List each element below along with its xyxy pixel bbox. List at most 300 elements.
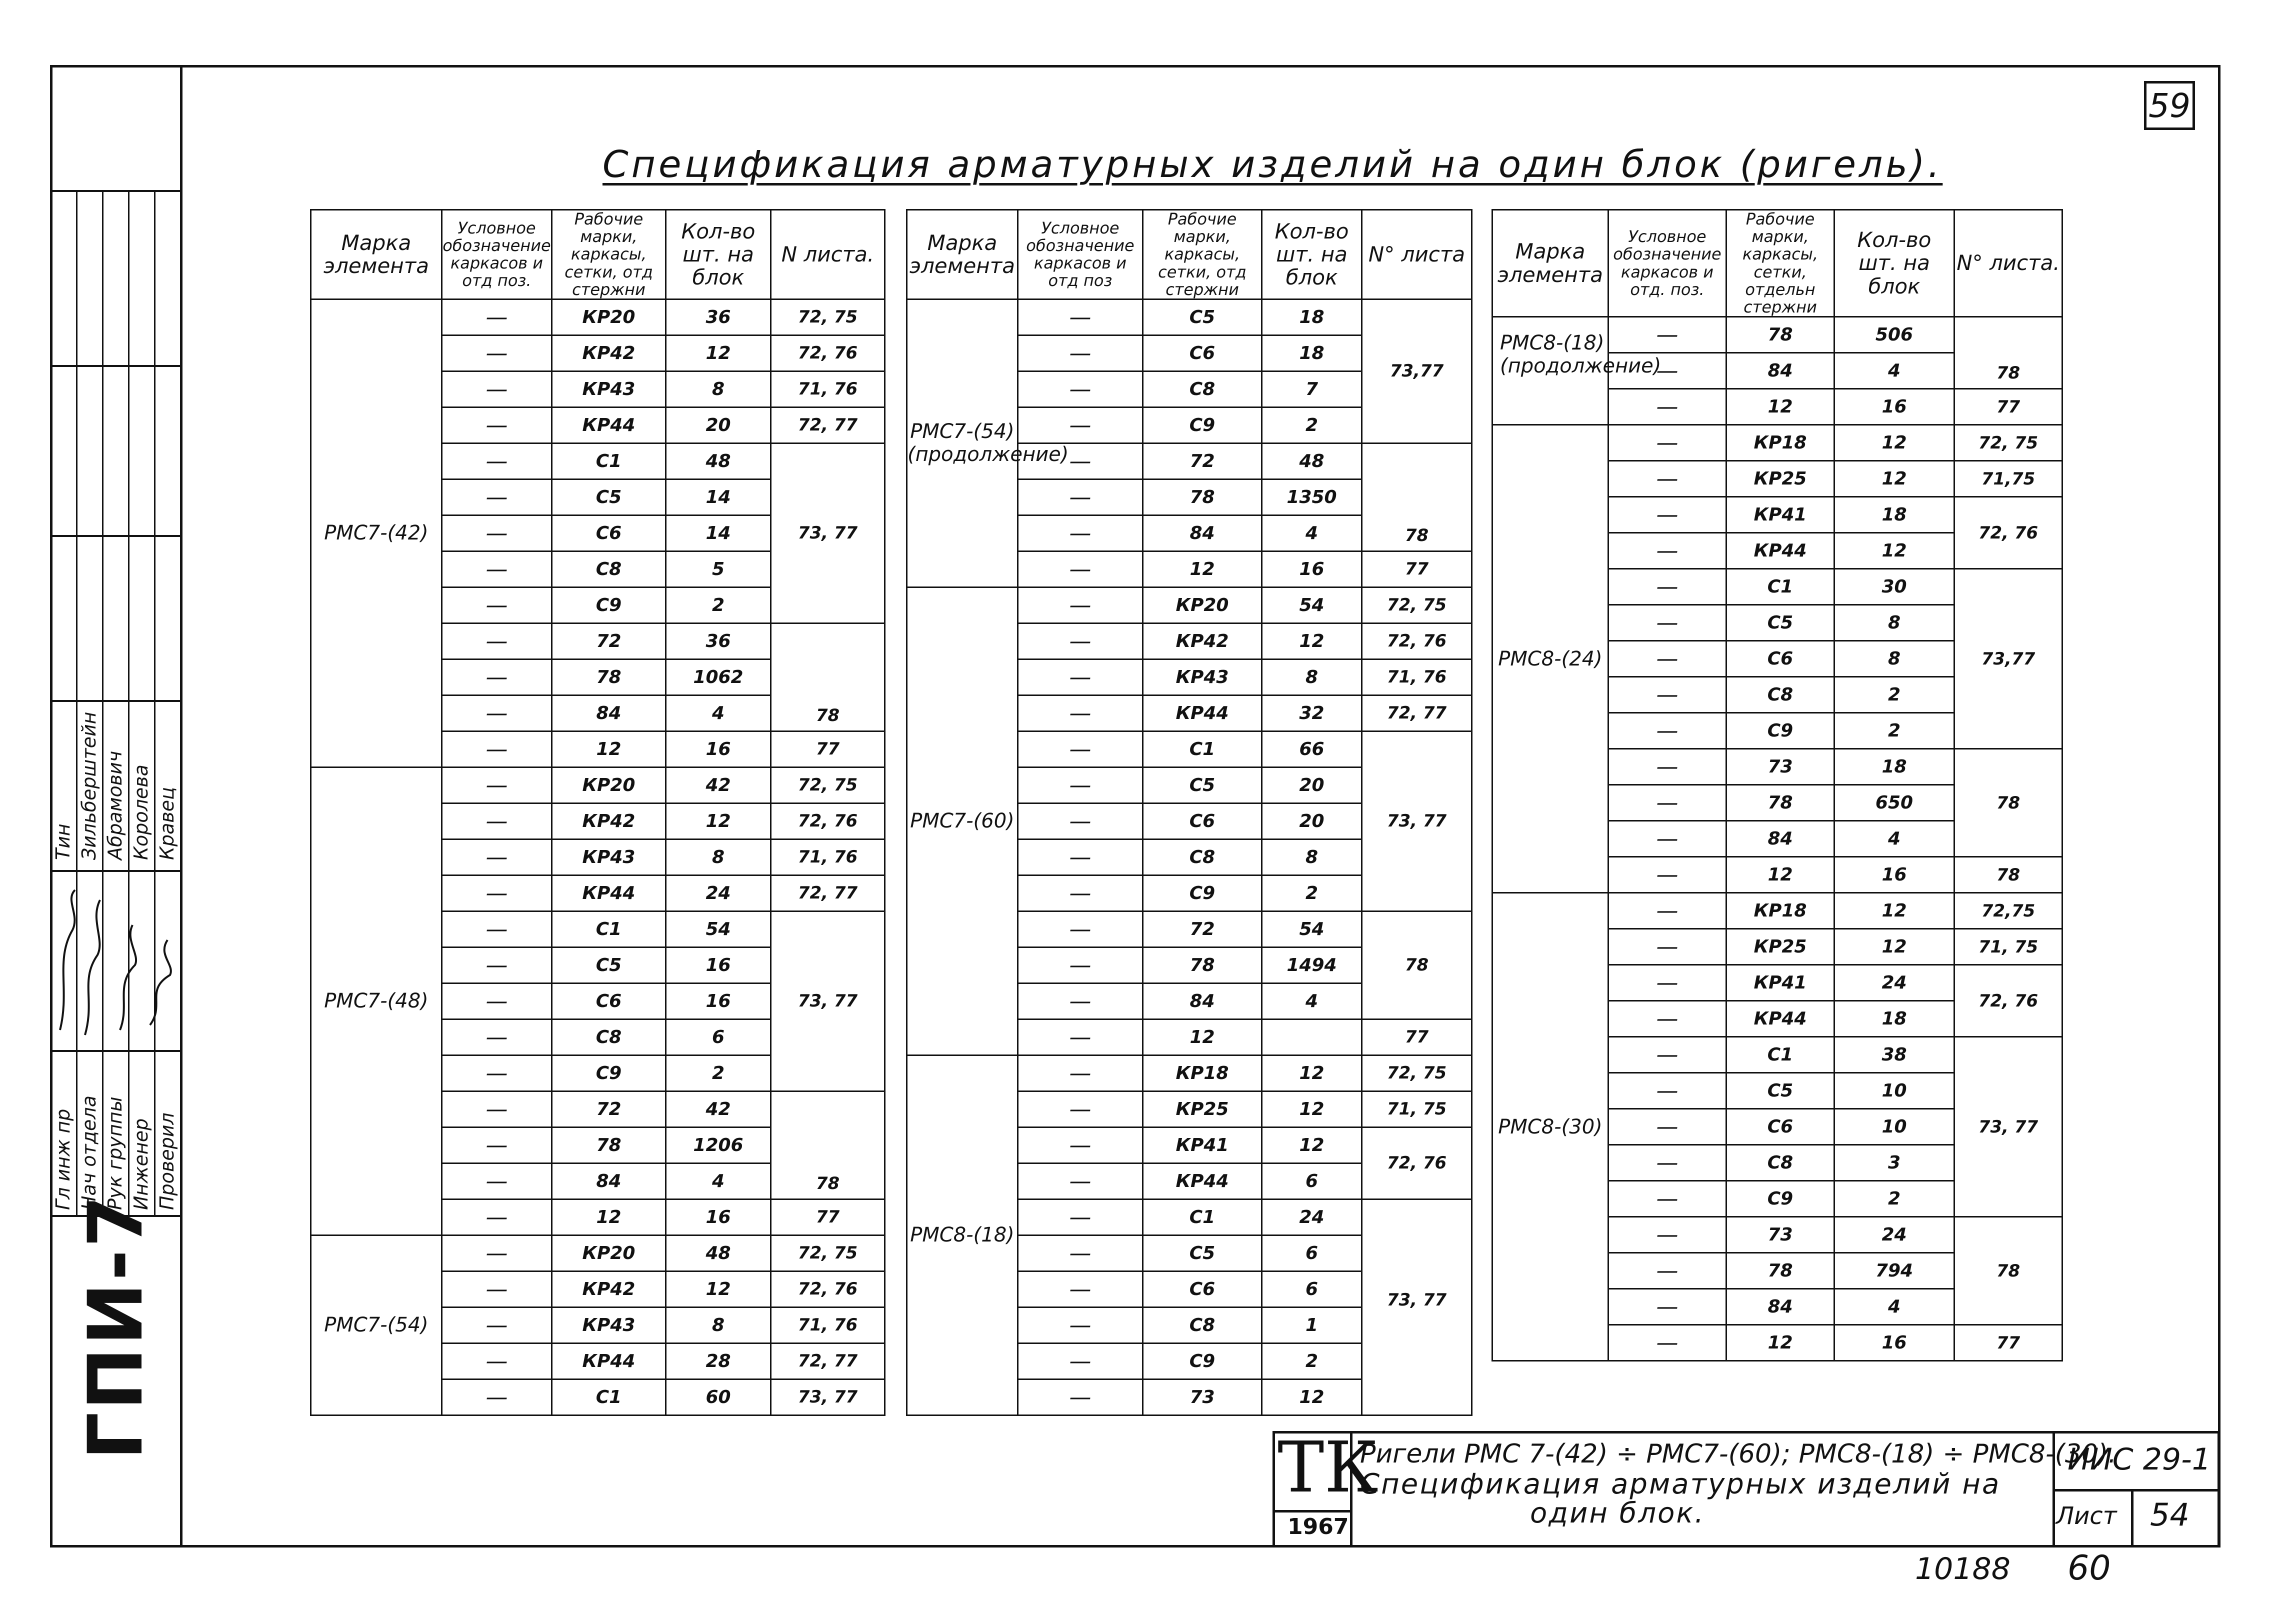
- mark-cell: КР44: [552, 1343, 666, 1379]
- dash-cell: —: [442, 731, 552, 767]
- qty-cell: 12: [1262, 1379, 1362, 1415]
- qty-cell: 24: [666, 875, 771, 911]
- dash-cell: —: [1608, 389, 1726, 425]
- sidebar-vline: [102, 190, 104, 1215]
- dash-cell: —: [442, 1235, 552, 1271]
- table-row: [311, 299, 885, 335]
- qty-cell: 12: [666, 803, 771, 839]
- dash-cell: —: [1018, 1307, 1143, 1343]
- mark-cell: С6: [1143, 803, 1262, 839]
- sheet-cell: 71, 75: [1954, 929, 2062, 965]
- mark-cell: С6: [1143, 1271, 1262, 1307]
- dash-cell: —: [442, 1091, 552, 1127]
- stamp-role: Гл инж пр: [52, 1108, 74, 1210]
- dash-cell: —: [442, 767, 552, 803]
- dash-cell: —: [1018, 551, 1143, 587]
- mark-cell: КР20: [1143, 587, 1262, 623]
- dash-cell: —: [1608, 857, 1726, 893]
- mark-cell: КР18: [1726, 893, 1834, 929]
- signature-stroke: [85, 900, 100, 1035]
- qty-cell: 6: [1262, 1271, 1362, 1307]
- dash-cell: —: [442, 659, 552, 695]
- sheet-cell: 77: [1954, 389, 2062, 425]
- mark-cell: С9: [1143, 1343, 1262, 1379]
- dash-cell: —: [442, 335, 552, 371]
- dash-cell: —: [1608, 929, 1726, 965]
- dash-cell: —: [1018, 1235, 1143, 1271]
- signature-stroke: [60, 890, 75, 1030]
- qty-cell: 4: [666, 1163, 771, 1199]
- header-designation: Условное обозначение каркасов и отд. поз.: [1608, 210, 1726, 317]
- sheet-cell: 71,75: [1954, 461, 2062, 497]
- header-marks: Рабочие марки, каркасы, сетки, отдельн стержни: [1726, 210, 1834, 317]
- dash-cell: —: [442, 407, 552, 443]
- element-cell: РМС7-(48): [311, 767, 442, 1235]
- sheet-label: Лист: [2056, 1502, 2117, 1530]
- dash-cell: —: [1608, 1181, 1726, 1217]
- dash-cell: —: [442, 875, 552, 911]
- mark-cell: КР43: [552, 1307, 666, 1343]
- qty-cell: 32: [1262, 695, 1362, 731]
- mark-cell: 84: [1726, 353, 1834, 389]
- series-code: ИИС 29-1: [2068, 1442, 2211, 1477]
- qty-cell: 16: [1834, 389, 1954, 425]
- dash-cell: —: [442, 1307, 552, 1343]
- dash-cell: —: [1608, 1253, 1726, 1289]
- mark-cell: С8: [552, 551, 666, 587]
- dash-cell: —: [442, 371, 552, 407]
- dash-cell: —: [442, 983, 552, 1019]
- mark-cell: С1: [1726, 1037, 1834, 1073]
- frame-right: [2218, 65, 2220, 1548]
- mark-cell: КР43: [552, 371, 666, 407]
- dash-cell: —: [1608, 1073, 1726, 1109]
- mark-cell: КР44: [1726, 533, 1834, 569]
- qty-cell: [1262, 1019, 1362, 1055]
- sheet-cell: 72, 75: [771, 767, 885, 803]
- mark-cell: 72: [1143, 911, 1262, 947]
- mark-cell: 78: [1143, 479, 1262, 515]
- mark-cell: 73: [1726, 1217, 1834, 1253]
- element-cell: РМС7-(54): [311, 1235, 442, 1415]
- qty-cell: 6: [1262, 1235, 1362, 1271]
- dash-cell: —: [1608, 461, 1726, 497]
- sheet-cell: 78: [771, 623, 885, 731]
- sheet-cell: 73, 77: [1362, 731, 1472, 911]
- header-marks: Рабочие марки, каркасы, сетки, отд стержни: [552, 210, 666, 300]
- dash-cell: —: [442, 299, 552, 335]
- table-row: [1492, 893, 2062, 929]
- mark-cell: 78: [552, 659, 666, 695]
- qty-cell: 12: [1834, 425, 1954, 461]
- mark-cell: С9: [552, 587, 666, 623]
- sheet-cell: 73, 77: [771, 443, 885, 623]
- qty-cell: 6: [666, 1019, 771, 1055]
- qty-cell: 1494: [1262, 947, 1362, 983]
- mark-cell: С8: [1726, 1145, 1834, 1181]
- qty-cell: 8: [1834, 641, 1954, 677]
- qty-cell: 8: [1834, 605, 1954, 641]
- dash-cell: —: [1018, 1091, 1143, 1127]
- stamp-name: Тин: [52, 824, 74, 860]
- qty-cell: 12: [1834, 533, 1954, 569]
- sheet-cell: 78: [1954, 1217, 2062, 1325]
- logo: ТК: [1278, 1427, 1378, 1508]
- dash-cell: —: [1018, 947, 1143, 983]
- sheet-cell: 72, 77: [771, 875, 885, 911]
- dash-cell: —: [1018, 587, 1143, 623]
- qty-cell: 38: [1834, 1037, 1954, 1073]
- page-number: 59: [2144, 81, 2195, 130]
- qty-cell: 20: [1262, 767, 1362, 803]
- dash-cell: —: [1608, 497, 1726, 533]
- dash-cell: —: [1018, 983, 1143, 1019]
- mark-cell: 12: [1143, 1019, 1262, 1055]
- dash-cell: —: [1608, 1037, 1726, 1073]
- year: 1967: [1288, 1514, 1349, 1540]
- stamp-name: Королева: [130, 764, 152, 860]
- mark-cell: 72: [552, 623, 666, 659]
- dash-cell: —: [1608, 713, 1726, 749]
- mark-cell: С1: [1143, 1199, 1262, 1235]
- dash-cell: —: [442, 1019, 552, 1055]
- qty-cell: 2: [1834, 677, 1954, 713]
- mark-cell: КР20: [552, 767, 666, 803]
- mark-cell: С8: [1143, 1307, 1262, 1343]
- mark-cell: КР18: [1726, 425, 1834, 461]
- sheet-cell: 72, 76: [771, 1271, 885, 1307]
- mark-cell: КР41: [1726, 497, 1834, 533]
- header-sheet: N° листа: [1362, 210, 1472, 300]
- dash-cell: —: [442, 947, 552, 983]
- sidebar-vline: [154, 190, 156, 1215]
- qty-cell: 4: [1834, 821, 1954, 857]
- qty-cell: 5: [666, 551, 771, 587]
- mark-cell: 84: [1726, 1289, 1834, 1325]
- mark-cell: КР42: [552, 803, 666, 839]
- dash-cell: —: [442, 587, 552, 623]
- sidebar-line: [50, 1050, 181, 1052]
- mark-cell: С6: [1726, 1109, 1834, 1145]
- dash-cell: —: [442, 443, 552, 479]
- qty-cell: 4: [1834, 353, 1954, 389]
- sheet-cell: 73, 77: [1954, 1037, 2062, 1217]
- table-row: [311, 767, 885, 803]
- mark-cell: С1: [1143, 731, 1262, 767]
- mark-cell: С5: [1143, 1235, 1262, 1271]
- mark-cell: КР25: [1726, 929, 1834, 965]
- qty-cell: 18: [1834, 1001, 1954, 1037]
- mark-cell: 73: [1143, 1379, 1262, 1415]
- mark-cell: С1: [1726, 569, 1834, 605]
- qty-cell: 16: [1834, 857, 1954, 893]
- signature-stroke: [150, 940, 171, 1025]
- mark-cell: 84: [1143, 515, 1262, 551]
- table-row: [907, 1055, 1472, 1091]
- sheet-cell: 72, 76: [771, 335, 885, 371]
- sheet-cell: 72, 77: [771, 407, 885, 443]
- dash-cell: —: [1018, 299, 1143, 335]
- dash-cell: —: [1018, 623, 1143, 659]
- qty-cell: 2: [1834, 713, 1954, 749]
- dash-cell: —: [1608, 965, 1726, 1001]
- sheet-cell: 72, 75: [1362, 587, 1472, 623]
- dash-cell: —: [1018, 875, 1143, 911]
- mark-cell: С9: [1143, 875, 1262, 911]
- mark-cell: С8: [1143, 839, 1262, 875]
- dash-cell: —: [1018, 1127, 1143, 1163]
- frame-top: [50, 65, 2220, 68]
- qty-cell: 12: [666, 335, 771, 371]
- mark-cell: 78: [1726, 1253, 1834, 1289]
- mark-cell: КР25: [1726, 461, 1834, 497]
- qty-cell: 20: [666, 407, 771, 443]
- dash-cell: —: [1018, 659, 1143, 695]
- dash-cell: —: [1018, 1199, 1143, 1235]
- mark-cell: 72: [1143, 443, 1262, 479]
- qty-cell: 4: [1262, 983, 1362, 1019]
- mark-cell: КР43: [552, 839, 666, 875]
- mark-cell: 12: [1726, 389, 1834, 425]
- stamp-role: Рук группы: [104, 1096, 126, 1210]
- dash-cell: —: [1608, 1325, 1726, 1361]
- mark-cell: 12: [1726, 1325, 1834, 1361]
- mark-cell: С9: [1726, 1181, 1834, 1217]
- dash-cell: —: [1608, 1109, 1726, 1145]
- qty-cell: 36: [666, 623, 771, 659]
- stamp-name: Кравец: [156, 786, 178, 860]
- sidebar-code: ГПИ-7: [72, 1193, 160, 1460]
- sidebar-line: [50, 365, 181, 367]
- qty-cell: 42: [666, 1091, 771, 1127]
- stamp-role: Инженер: [130, 1118, 152, 1210]
- mark-cell: 78: [552, 1127, 666, 1163]
- header-designation: Условное обозначение каркасов и отд поз: [1018, 210, 1143, 300]
- mark-cell: КР18: [1143, 1055, 1262, 1091]
- extra-number: 60: [2068, 1548, 2111, 1588]
- mark-cell: С6: [1726, 641, 1834, 677]
- dash-cell: —: [1608, 425, 1726, 461]
- qty-cell: 1062: [666, 659, 771, 695]
- qty-cell: 14: [666, 515, 771, 551]
- dash-cell: —: [1018, 371, 1143, 407]
- header-qty: Кол-во шт. на блок: [1834, 210, 1954, 317]
- element-cell: РМС7-(42): [311, 299, 442, 767]
- dash-cell: —: [1018, 1343, 1143, 1379]
- qty-cell: 10: [1834, 1109, 1954, 1145]
- dash-cell: —: [1608, 1001, 1726, 1037]
- mark-cell: КР42: [552, 335, 666, 371]
- spec-table-2: [906, 209, 1472, 1416]
- frame-left: [180, 65, 182, 1548]
- dash-cell: —: [1018, 1163, 1143, 1199]
- dash-cell: —: [442, 623, 552, 659]
- mark-cell: КР44: [1143, 1163, 1262, 1199]
- mark-cell: 84: [552, 1163, 666, 1199]
- qty-cell: 16: [666, 947, 771, 983]
- mark-cell: 12: [552, 1199, 666, 1235]
- dash-cell: —: [1608, 785, 1726, 821]
- qty-cell: 28: [666, 1343, 771, 1379]
- mark-cell: КР44: [1143, 695, 1262, 731]
- dash-cell: —: [1018, 1271, 1143, 1307]
- dash-cell: —: [1018, 803, 1143, 839]
- qty-cell: 6: [1262, 1163, 1362, 1199]
- qty-cell: 650: [1834, 785, 1954, 821]
- mark-cell: С5: [1143, 299, 1262, 335]
- qty-cell: 18: [1262, 299, 1362, 335]
- qty-cell: 2: [1262, 875, 1362, 911]
- dash-cell: —: [442, 1163, 552, 1199]
- sidebar-vline: [76, 190, 78, 1215]
- dash-cell: —: [1608, 1217, 1726, 1253]
- sheet-cell: 72, 75: [771, 1235, 885, 1271]
- qty-cell: 2: [666, 587, 771, 623]
- mark-cell: 12: [1726, 857, 1834, 893]
- dash-cell: —: [442, 1199, 552, 1235]
- mark-cell: КР20: [552, 299, 666, 335]
- mark-cell: С8: [552, 1019, 666, 1055]
- qty-cell: 7: [1262, 371, 1362, 407]
- header-marks: Рабочие марки, каркасы, сетки, отд стержни: [1143, 210, 1262, 300]
- sheet-cell: 73,77: [1362, 299, 1472, 443]
- mark-cell: С6: [552, 515, 666, 551]
- dash-cell: —: [1018, 515, 1143, 551]
- element-cell: РМС8-(24): [1492, 425, 1608, 893]
- qty-cell: 60: [666, 1379, 771, 1415]
- dash-cell: —: [1608, 893, 1726, 929]
- sheet-cell: 73, 77: [771, 1379, 885, 1415]
- sheet-cell: 77: [1362, 551, 1472, 587]
- mark-cell: С9: [1143, 407, 1262, 443]
- mark-cell: КР41: [1726, 965, 1834, 1001]
- qty-cell: 24: [1834, 1217, 1954, 1253]
- dash-cell: —: [1018, 839, 1143, 875]
- sheet-cell: 72, 77: [1362, 695, 1472, 731]
- sheet-cell: 72, 75: [1954, 425, 2062, 461]
- qty-cell: 12: [1262, 1055, 1362, 1091]
- sheet-cell: 72, 75: [1362, 1055, 1472, 1091]
- sheet-cell: 71, 76: [771, 839, 885, 875]
- mark-cell: С6: [552, 983, 666, 1019]
- qty-cell: 16: [666, 983, 771, 1019]
- qty-cell: 42: [666, 767, 771, 803]
- dash-cell: —: [1018, 407, 1143, 443]
- mark-cell: С6: [1143, 335, 1262, 371]
- mark-cell: 12: [1143, 551, 1262, 587]
- mark-cell: С5: [552, 947, 666, 983]
- qty-cell: 3: [1834, 1145, 1954, 1181]
- qty-cell: 16: [1834, 1325, 1954, 1361]
- element-cell: РМС8-(30): [1492, 893, 1608, 1361]
- qty-cell: 4: [1262, 515, 1362, 551]
- dash-cell: —: [1608, 569, 1726, 605]
- signatures: [50, 880, 181, 1045]
- mark-cell: КР41: [1143, 1127, 1262, 1163]
- qty-cell: 12: [666, 1271, 771, 1307]
- qty-cell: 12: [1262, 623, 1362, 659]
- description-line-2: Спецификация арматурных изделий на: [1360, 1468, 2001, 1500]
- mark-cell: КР44: [552, 875, 666, 911]
- signature-stroke: [120, 925, 136, 1030]
- mark-cell: 84: [1143, 983, 1262, 1019]
- qty-cell: 14: [666, 479, 771, 515]
- sheet-cell: 77: [1362, 1019, 1472, 1055]
- sheet-cell: 71, 76: [771, 371, 885, 407]
- dash-cell: —: [442, 479, 552, 515]
- stamp-role: Проверил: [156, 1112, 178, 1210]
- description-line-1: Ригели РМС 7-(42) ÷ РМС7-(60); РМС8-(18) ÷ РМС8-(30).: [1360, 1439, 2116, 1469]
- qty-cell: 8: [666, 839, 771, 875]
- sheet-cell: 78: [1362, 911, 1472, 1019]
- header-element: Марка элемента: [907, 210, 1018, 300]
- dash-cell: —: [442, 695, 552, 731]
- qty-cell: 48: [666, 1235, 771, 1271]
- sheet-cell: 78: [1954, 317, 2062, 389]
- qty-cell: 18: [1262, 335, 1362, 371]
- header-sheet: N° листа.: [1954, 210, 2062, 317]
- dash-cell: —: [1018, 1379, 1143, 1415]
- sheet-cell: 78: [1362, 443, 1472, 551]
- sheet-cell: 77: [1954, 1325, 2062, 1361]
- dash-cell: —: [442, 1343, 552, 1379]
- qty-cell: 12: [1834, 929, 1954, 965]
- qty-cell: 4: [1834, 1289, 1954, 1325]
- table-row: [907, 587, 1472, 623]
- qty-cell: 16: [666, 1199, 771, 1235]
- title-block-divider: [2052, 1489, 2220, 1492]
- dash-cell: —: [442, 1271, 552, 1307]
- mark-cell: КР25: [1143, 1091, 1262, 1127]
- qty-cell: 16: [666, 731, 771, 767]
- sheet-cell: 71, 76: [1362, 659, 1472, 695]
- mark-cell: С5: [552, 479, 666, 515]
- dash-cell: —: [1608, 1289, 1726, 1325]
- sheet-cell: 78: [1954, 749, 2062, 857]
- mark-cell: С1: [552, 1379, 666, 1415]
- dash-cell: —: [1608, 1145, 1726, 1181]
- header-element: Марка элемента: [311, 210, 442, 300]
- mark-cell: 78: [1143, 947, 1262, 983]
- dash-cell: —: [1018, 695, 1143, 731]
- qty-cell: 794: [1834, 1253, 1954, 1289]
- mark-cell: С5: [1726, 605, 1834, 641]
- qty-cell: 54: [1262, 587, 1362, 623]
- header-qty: Кол-во шт. на блок: [1262, 210, 1362, 300]
- qty-cell: 2: [666, 1055, 771, 1091]
- qty-cell: 1350: [1262, 479, 1362, 515]
- qty-cell: 30: [1834, 569, 1954, 605]
- mark-cell: 84: [552, 695, 666, 731]
- stamp-role: Нач отдела: [78, 1095, 100, 1210]
- sheet-cell: 71, 75: [1362, 1091, 1472, 1127]
- mark-cell: КР20: [552, 1235, 666, 1271]
- mark-cell: С5: [1143, 767, 1262, 803]
- dash-cell: —: [1608, 677, 1726, 713]
- qty-cell: 24: [1262, 1199, 1362, 1235]
- dash-cell: —: [442, 911, 552, 947]
- mark-cell: 78: [1726, 785, 1834, 821]
- qty-cell: 2: [1262, 407, 1362, 443]
- qty-cell: 48: [1262, 443, 1362, 479]
- sheet-cell: 78: [771, 1091, 885, 1199]
- qty-cell: 24: [1834, 965, 1954, 1001]
- title-block-divider: [1272, 1510, 1352, 1512]
- dash-cell: —: [442, 551, 552, 587]
- sheet-cell: 71, 76: [771, 1307, 885, 1343]
- table-row: [1492, 425, 2062, 461]
- qty-cell: 8: [666, 371, 771, 407]
